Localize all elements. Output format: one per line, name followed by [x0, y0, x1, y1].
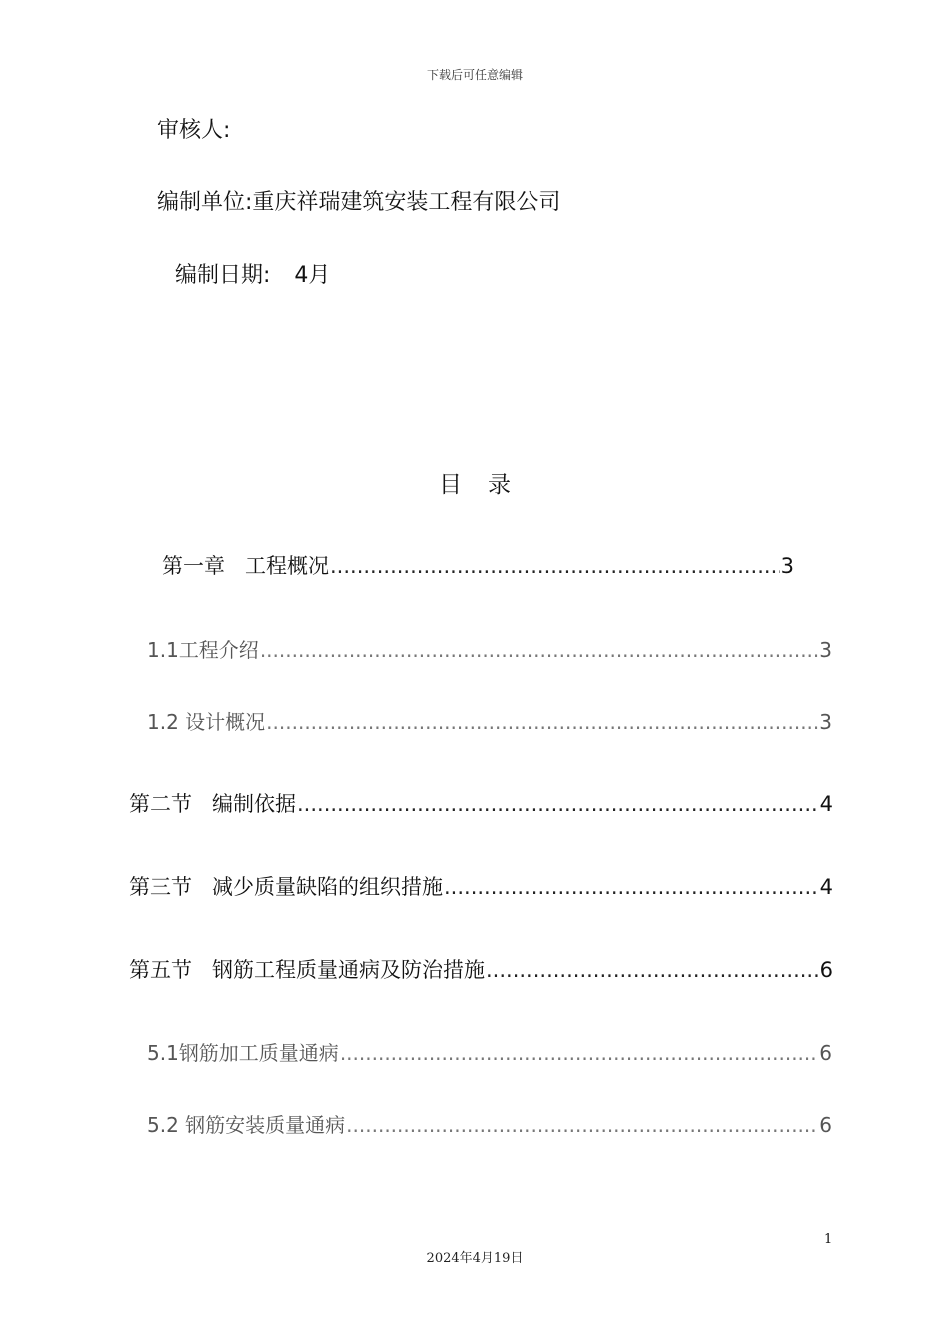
header-note: 下载后可任意编辑: [426, 68, 523, 82]
toc-leader-dots: [266, 710, 818, 734]
toc-entry-label: [147, 634, 259, 663]
toc-entry-number: 第一章: [162, 554, 225, 578]
toc-entry-label: [129, 871, 443, 901]
toc-entry-label: [147, 1109, 345, 1138]
toc-entry-number: 第三节: [129, 875, 192, 899]
reviewer-label: 审核人:: [157, 118, 231, 143]
toc-entry-text: 减少质量缺陷的组织措施: [212, 875, 443, 899]
toc-leader-dots: [297, 792, 819, 816]
toc-entry[interactable]: [147, 706, 832, 735]
toc-entry-page: 6: [819, 958, 833, 982]
toc-entry[interactable]: [147, 634, 832, 663]
toc-entry-label: [147, 706, 265, 735]
toc-leader-dots: [346, 1113, 818, 1137]
footer-date: 2024年4月19日: [426, 1251, 524, 1266]
toc-entry-label: [162, 550, 329, 580]
date-line: [175, 258, 330, 289]
toc-leader-dots: [260, 638, 818, 662]
toc-entry-number: 第五节: [129, 958, 192, 982]
page-number: 1: [824, 1232, 833, 1247]
toc-entry-text: 钢筋安装质量通病: [185, 1113, 346, 1137]
toc-entry-page: 3: [780, 554, 794, 578]
unit-label: 编制单位:: [157, 190, 253, 215]
toc-entry-number: 1.2: [147, 710, 179, 734]
toc-leader-dots: [330, 554, 780, 578]
unit-line: [157, 185, 560, 216]
toc-entry-page: 4: [819, 792, 833, 816]
toc-entry[interactable]: [129, 788, 833, 818]
toc-entry-label: [147, 1037, 339, 1066]
toc-entry-text: 工程介绍: [178, 638, 259, 662]
toc-entry-page: 3: [819, 710, 832, 734]
toc-entry-page: 4: [819, 875, 833, 899]
toc-leader-dots: [444, 875, 819, 899]
toc-entry-text: 钢筋加工质量通病: [178, 1041, 339, 1065]
toc-entry-text: 工程概况: [245, 554, 329, 578]
date-label: 编制日期:: [175, 263, 271, 288]
toc-entry-page: 6: [819, 1113, 832, 1137]
toc-title: 目录: [439, 472, 537, 498]
toc-entry-text: 编制依据: [212, 792, 296, 816]
toc-entry[interactable]: [147, 1037, 832, 1066]
toc-entry-text: 设计概况: [185, 710, 266, 734]
reviewer-line: [157, 113, 230, 144]
toc-entry-text: 钢筋工程质量通病及防治措施: [212, 958, 485, 982]
toc-entry[interactable]: [162, 550, 794, 580]
toc-entry-label: [129, 788, 296, 818]
toc-entry-label: [129, 954, 485, 984]
toc-leader-dots: [340, 1041, 818, 1065]
toc-entry[interactable]: [129, 954, 833, 984]
toc-leader-dots: [486, 958, 819, 982]
toc-entry-page: 3: [819, 638, 832, 662]
toc-entry[interactable]: [147, 1109, 832, 1138]
toc-entry[interactable]: [129, 871, 833, 901]
toc-entry-number: 1.1: [147, 638, 179, 662]
date-value: 4月: [294, 263, 331, 288]
unit-value: 重庆祥瑞建筑安装工程有限公司: [252, 190, 561, 215]
toc-entry-number: 5.1: [147, 1041, 179, 1065]
toc-entry-number: 第二节: [129, 792, 192, 816]
toc-entry-page: 6: [819, 1041, 832, 1065]
toc-entry-number: 5.2: [147, 1113, 179, 1137]
